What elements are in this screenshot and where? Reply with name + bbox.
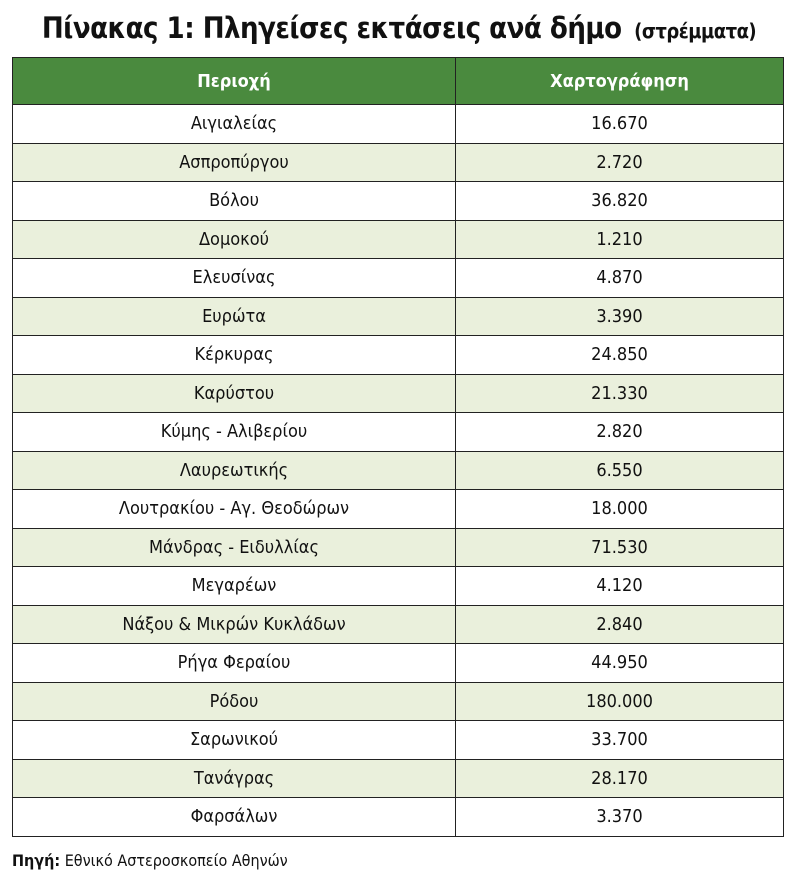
value-cell: 28.170 — [456, 759, 784, 798]
table-row — [13, 451, 784, 490]
area-cell: Κέρκυρας — [13, 336, 456, 375]
value-cell: 21.330 — [456, 374, 784, 413]
source-note — [12, 850, 288, 872]
area-cell: Τανάγρας — [13, 759, 456, 798]
table-title-main: Πίνακας 1: Πληγείσες εκτάσεις ανά δήμο — [41, 11, 622, 45]
area-cell: Αιγιαλείας — [13, 105, 456, 144]
value-cell: 4.870 — [456, 259, 784, 298]
table-row — [13, 297, 784, 336]
table-row — [13, 644, 784, 683]
area-cell: Λουτρακίου - Αγ. Θεοδώρων — [13, 490, 456, 529]
value-cell: 3.370 — [456, 798, 784, 837]
table-row — [13, 220, 784, 259]
table-row — [13, 143, 784, 182]
value-cell: 6.550 — [456, 451, 784, 490]
area-cell: Ελευσίνας — [13, 259, 456, 298]
value-cell: 24.850 — [456, 336, 784, 375]
area-cell: Βόλου — [13, 182, 456, 221]
value-cell: 36.820 — [456, 182, 784, 221]
column-header-mapping: Χαρτογράφηση — [456, 58, 784, 105]
value-cell: 2.820 — [456, 413, 784, 452]
area-cell: Μεγαρέων — [13, 567, 456, 606]
value-cell: 1.210 — [456, 220, 784, 259]
area-cell: Ευρώτα — [13, 297, 456, 336]
value-cell: 33.700 — [456, 721, 784, 760]
area-cell: Λαυρεωτικής — [13, 451, 456, 490]
area-cell: Ρόδου — [13, 682, 456, 721]
area-cell: Μάνδρας - Ειδυλλίας — [13, 528, 456, 567]
value-cell: 44.950 — [456, 644, 784, 683]
area-cell: Σαρωνικού — [13, 721, 456, 760]
table-row — [13, 336, 784, 375]
table-title — [0, 8, 798, 51]
table-title-unit: (στρέμματα) — [634, 19, 757, 43]
table-row — [13, 413, 784, 452]
table-row — [13, 105, 784, 144]
value-cell: 2.720 — [456, 143, 784, 182]
area-cell: Ρήγα Φεραίου — [13, 644, 456, 683]
value-cell: 16.670 — [456, 105, 784, 144]
area-cell: Φαρσάλων — [13, 798, 456, 837]
table-row — [13, 182, 784, 221]
table-row — [13, 798, 784, 837]
table-row — [13, 682, 784, 721]
area-cell: Δομοκού — [13, 220, 456, 259]
value-cell: 180.000 — [456, 682, 784, 721]
table-row — [13, 374, 784, 413]
table-row — [13, 528, 784, 567]
table-row — [13, 721, 784, 760]
source-text: Εθνικό Αστεροσκοπείο Αθηνών — [64, 851, 288, 870]
table-header-row — [13, 58, 784, 105]
area-cell: Καρύστου — [13, 374, 456, 413]
table-row — [13, 605, 784, 644]
value-cell: 3.390 — [456, 297, 784, 336]
area-cell: Νάξου & Μικρών Κυκλάδων — [13, 605, 456, 644]
table-row — [13, 490, 784, 529]
value-cell: 71.530 — [456, 528, 784, 567]
area-cell: Ασπροπύργου — [13, 143, 456, 182]
table-row — [13, 567, 784, 606]
value-cell: 18.000 — [456, 490, 784, 529]
value-cell: 2.840 — [456, 605, 784, 644]
column-header-area: Περιοχή — [13, 58, 456, 105]
table-row — [13, 759, 784, 798]
area-cell: Κύμης - Αλιβερίου — [13, 413, 456, 452]
source-label: Πηγή: — [12, 851, 61, 870]
data-table — [12, 57, 784, 837]
value-cell: 4.120 — [456, 567, 784, 606]
table-row — [13, 259, 784, 298]
